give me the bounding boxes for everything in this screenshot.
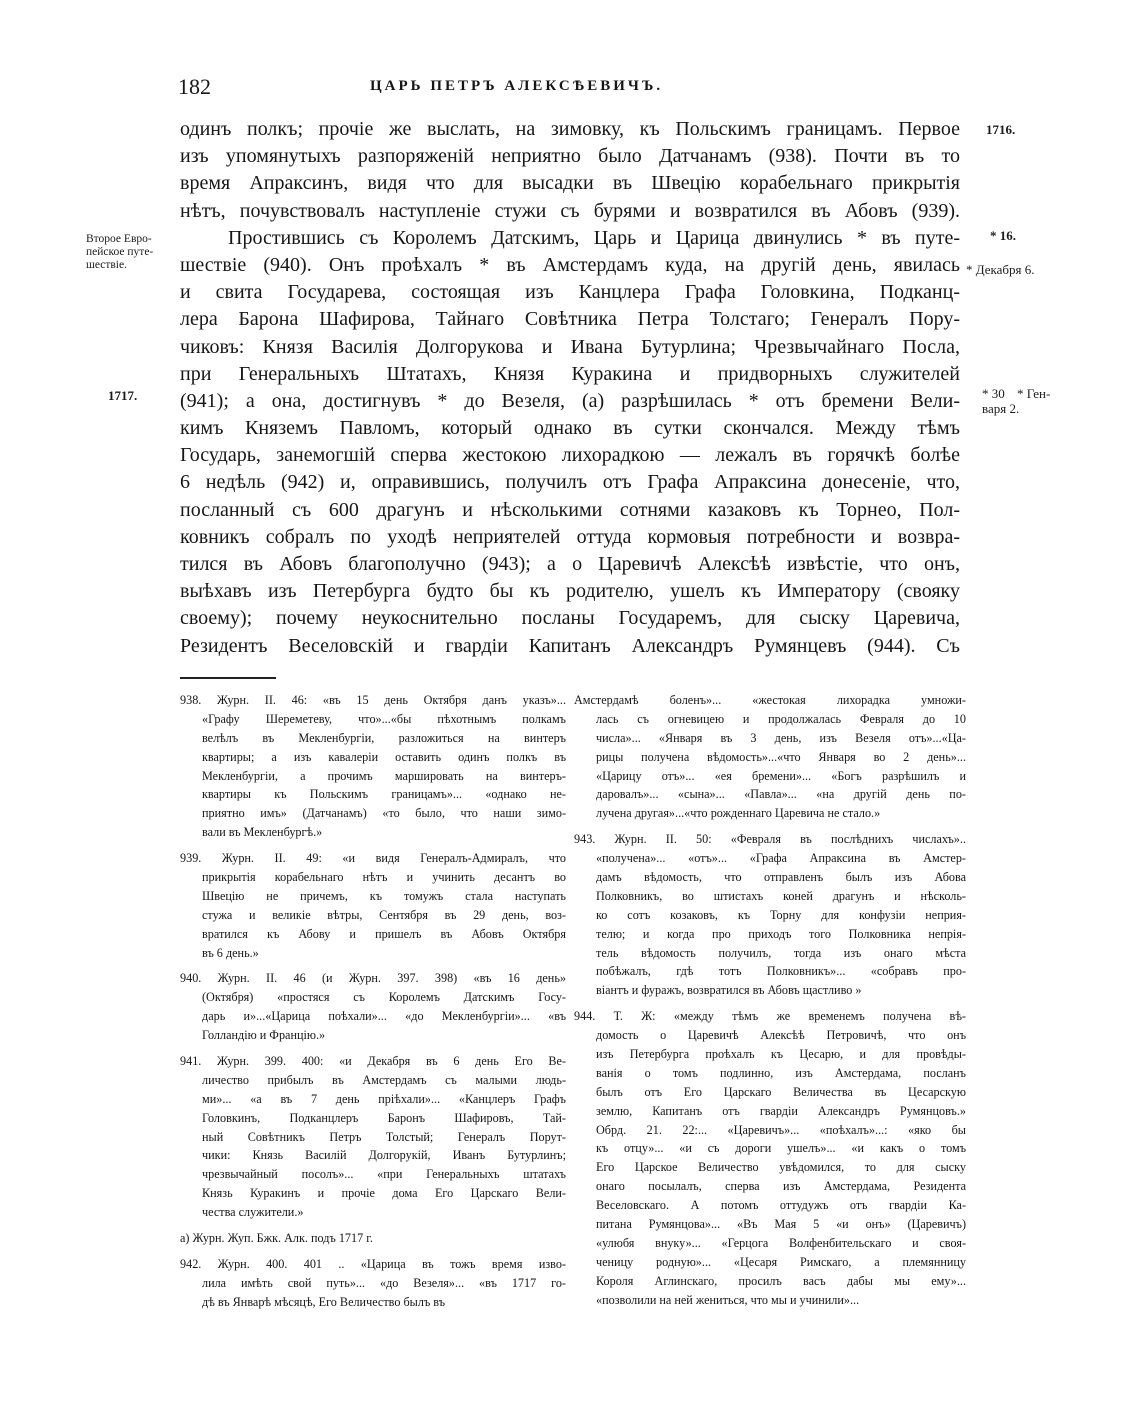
margin-date-30-line: * 30 (982, 386, 1005, 401)
footnote-line: 939. Журн. II. 49: «и видя Генералъ-Адмиралъ, что (180, 851, 566, 866)
footnote (180, 849, 566, 962)
footnote-line: домость о Царевичѣ Алексѣѣ Петровичѣ, что онъ (596, 1028, 966, 1043)
margin-note-left (86, 233, 153, 272)
footnote-line: рицы получена вѣдомость»...«что Января во 2 день»... (596, 749, 966, 764)
footnote-line: къ отцу»... «и съ дороги ушелъ»... «и какъ о томъ (596, 1141, 966, 1156)
margin-note-line: шествіе. (86, 259, 127, 271)
footnote-line: тель вѣдомость получилъ, тогда изъ онаго мѣста (596, 945, 966, 960)
margin-year-right: 1716. (986, 122, 1016, 137)
footnote (574, 830, 966, 1000)
footnote-line: прикрытія корабельнаго нѣтъ и учинить десантъ во (202, 870, 566, 885)
footnote (180, 1052, 566, 1222)
footnote-line: квартиры къ Польскимъ границамъ»... «однако не- (202, 787, 566, 802)
main-text-line: и свита Государева, состоящая изъ Канцлера Графа Головкина, Подканц- (180, 281, 960, 304)
footnote-line: изъ Петербурга проѣхалъ къ Цесарю, и для провѣды- (596, 1047, 966, 1062)
margin-date-30 (982, 386, 1019, 416)
main-text-line: кимъ Княземъ Павломъ, который однако въ сутки скончался. Между тѣмъ (180, 417, 960, 440)
margin-date-january: * Ген- (1017, 386, 1051, 401)
main-text-line: ковникъ собралъ по уходѣ неприятелей оттуда кормовыя потребности и возвра- (180, 525, 960, 548)
page-header (178, 74, 768, 104)
footnote-gap (574, 823, 966, 830)
footnote (574, 691, 966, 823)
main-text-line: чиковъ: Князя Василія Долгорукова и Ивана Бутурлина; Чрезвычайнаго Посла, (180, 335, 960, 358)
footnote-line: Полковникъ, во штистахъ коней драгунъ и нѣсколь- (596, 888, 966, 903)
footnote (180, 1229, 566, 1248)
footnote-line: Голландію и Францію.» (202, 1028, 326, 1043)
footnote-line: ми»... «а въ 7 день пріѣхали»... «Канцлеръ Графъ (202, 1091, 566, 1106)
footnote-line: 940. Журн. II. 46 (и Журн. 397. 398) «въ 16 день» (180, 971, 566, 986)
footnote-line: побѣжалъ, гдѣ тотъ Полковникъ»... «собравъ про- (596, 964, 966, 979)
footnote-line: «Графу Шереметеву, что»...«бы пѣхотнымъ полкамъ (202, 711, 566, 726)
footnote-line: Амстердамѣ боленъ»... «жестокая лихорадка умножи- (574, 693, 966, 707)
footnote-line: вали въ Мекленбургѣ.» (202, 825, 323, 840)
margin-date-december: * Декабря 6. (966, 262, 1035, 277)
main-text-block (180, 116, 960, 660)
footnote-line: онаго посылалъ, сперва изъ Амстердама, Резидента (596, 1179, 966, 1194)
footnote-line: стужа и великіе вѣтры, Сентября въ 29 день, воз- (202, 907, 566, 922)
main-text-line: посланный съ 600 драгунъ и нѣсколькими сотнями казаковъ къ Торнео, Пол- (180, 498, 960, 521)
footnote-line: (Октября) «простяся съ Королемъ Датскимъ Госу- (202, 990, 566, 1005)
footnote-line: лась съ огневицею и продолжалась Февраля до 10 (596, 711, 966, 726)
main-text-line: выѣхавъ изъ Петербурга будто бы къ родителю, ушелъ къ Императору (свояку (180, 580, 960, 603)
main-text-line: 6 недѣль (942) и, оправившись, получилъ отъ Графа Апраксина донесеніе, что, (180, 471, 960, 494)
main-text-line: лера Барона Шафирова, Тайнаго Совѣтника Петра Толстаго; Генералъ Пору- (180, 308, 960, 331)
footnote-line: дарь и»...«Царица поѣхали»... «до Мекленбургіи»... «въ (202, 1009, 566, 1024)
footnote-line: телю; и когда про приходъ того Полковника непрія- (596, 926, 966, 941)
footnote (180, 691, 566, 842)
footnote-line: 938. Журн. II. 46: «въ 15 день Октября данъ указъ»... (180, 693, 566, 707)
main-text-line: Резидентъ Веселовскій и гвардіи Капитанъ Александръ Румянцевъ (944). Съ (180, 634, 960, 657)
main-text-line: нѣтъ, почувствовалъ наступленіе стужи съ бурями и возвратился въ Абовъ (939). (180, 199, 960, 222)
footnote (180, 1255, 566, 1312)
footnote-line: землю, Капитанъ отъ гвардіи Александръ Румянцовъ.» (596, 1103, 966, 1118)
footnote-line: Головкинъ, Подканцлеръ Баронъ Шафировъ, Тай- (202, 1110, 566, 1125)
main-text-line: (941); а она, достигнувъ * до Везеля, (а) разрѣшилась * отъ бремени Вели- (180, 389, 960, 412)
footnote-line: ванія о томъ подлинно, изъ Амстердама, посланъ (596, 1065, 966, 1080)
margin-date-16: * 16. (990, 228, 1016, 243)
footnote-line: вратился къ Абову и пришелъ въ Абовъ Октября (202, 926, 566, 941)
main-text-line: шествіе (940). Онъ проѣхалъ * въ Амстердамъ куда, на другій день, явилась (180, 253, 960, 276)
running-title: ЦАРЬ ПЕТРЪ АЛЕКСѢЕВИЧЪ. (370, 78, 664, 94)
footnotes-right-column (574, 691, 966, 1310)
main-text-line: изъ упомянутыхъ разпоряженій неприятно было Датчанамъ (938). Почти въ то (180, 145, 960, 168)
footnote-line: чества служители.» (202, 1205, 304, 1220)
footnote-line: чики: Князь Василій Долгорукій, Иванъ Бутурлинъ; (202, 1148, 566, 1163)
main-text-line: одинъ полкъ; прочіе же выслать, на зимовку, къ Польскимъ границамъ. Первое (180, 118, 960, 140)
footnote-line: Веселовскаго. А потомъ оттудужъ отъ гвардіи Ка- (596, 1198, 966, 1213)
footnote-gap (180, 1222, 566, 1229)
footnote-line: 944. Т. Ж: «между тѣмъ же временемъ получена вѣ- (574, 1009, 966, 1024)
footnote-line: личество прибылъ въ Амстердамъ съ малыми людь- (202, 1072, 566, 1087)
footnote-line: 941. Журн. 399. 400: «и Декабря въ 6 день Его Ве- (180, 1054, 566, 1069)
footnote-gap (180, 1045, 566, 1052)
footnote (180, 969, 566, 1045)
main-text-line: тился въ Абовъ благополучно (943); а о Царевичѣ Алексѣѣ извѣстіе, что онъ, (180, 553, 960, 575)
margin-note-line: Второе Евро- (86, 233, 152, 245)
footnote-divider (180, 677, 276, 679)
footnote-line: питана Румянцова»... «Въ Мая 5 «и онъ» (Царевичъ) (596, 1217, 966, 1232)
footnote-line: приятно имъ» (Датчанамъ) «то было, что наши зимо- (202, 806, 566, 821)
footnote-line: віантъ и фуражъ, возвратился въ Абовъ щастливо » (596, 983, 862, 998)
main-text-line: при Генеральныхъ Штатахъ, Князя Куракина и придворныхъ служителей (180, 362, 960, 385)
footnote-gap (180, 842, 566, 849)
footnote-line: былъ отъ Его Царскаго Величества въ Цесарскую (596, 1084, 966, 1099)
footnote-line: Его Царское Величество увѣдомился, то для сыску (596, 1160, 966, 1175)
footnote-gap (180, 962, 566, 969)
footnote-line: Обрд. 21. 22:... «Царевичъ»... «поѣхалъ»...: «яко бы (596, 1122, 966, 1137)
footnote-line: даровалъ»... «сына»... «Павла»... «на другій день по- (596, 787, 966, 802)
footnote-line: Короля Аглинскаго, просилъ васъ дабы мы ему»... (596, 1273, 966, 1288)
footnote-line: «получена»... «отъ»... «Графа Апраксина въ Амстер- (596, 851, 966, 866)
main-text-line: Простившись съ Королемъ Датскимъ, Царь и Царица двинулись * въ путе- (228, 226, 960, 249)
margin-year-left: 1717. (108, 388, 138, 403)
footnote-line: велѣлъ въ Мекленбургіи, разложиться на винтеръ (202, 730, 566, 745)
footnote-line: Швецію не причемъ, къ томужъ стала наступать (202, 888, 566, 903)
page-number: 182 (178, 74, 211, 99)
footnote-line: ный Совѣтникъ Петръ Толстый; Генералъ Порут- (202, 1129, 566, 1144)
footnotes-left-column (180, 691, 566, 1312)
margin-note-line: пейское путе- (86, 246, 154, 258)
footnote-line: дѣ въ Январѣ мѣсяцѣ, Его Величество былъ въ (202, 1294, 446, 1309)
footnote-line: «улюбя внуку»... «Герцога Волфенбительскаго и своя- (596, 1235, 966, 1250)
footnote-line: ченицу родную»... «Цесаря Римскаго, а племянницу (596, 1254, 966, 1269)
footnote-line: лучена другая»...«что рожденнаго Царевича не стало.» (596, 806, 881, 821)
footnote-line: квартиры; а изъ кавалеріи оставить одинъ полкъ въ (202, 749, 566, 764)
footnote (574, 1007, 966, 1309)
margin-date-30-line: варя 2. (982, 401, 1020, 416)
footnote-line: въ 6 день.» (202, 945, 259, 960)
footnote-line: 943. Журн. II. 50: «Февраля въ послѣднихъ числахъ».. (574, 832, 966, 847)
footnote-line: 942. Журн. 400. 401 .. «Царица въ тожъ время изво- (180, 1256, 566, 1271)
footnote-line: а) Журн. Жуп. Бжк. Алк. подъ 1717 г. (180, 1231, 373, 1246)
main-text-line: время Апраксинъ, видя что для высадки въ Швецію корабельнаго прикрытія (180, 172, 960, 195)
footnote-line: «позволили на ней жениться, что мы и учинили»... (596, 1292, 860, 1307)
main-text-line: своему); почему неукоснительно посланы Государемъ, для сыску Царевича, (180, 607, 960, 630)
footnote-line: ко сотъ козаковъ, къ Торну для конфузіи неприя- (596, 907, 966, 922)
footnote-line: Князь Куракинъ и прочіе дома Его Царскаго Вели- (202, 1186, 566, 1201)
footnote-gap (180, 1248, 566, 1255)
main-text-line: Государь, занемогшій сперва жестокою лихорадкою — лежалъ въ горячкѣ болѣе (180, 444, 960, 467)
footnote-line: лила имѣть свой путь»... «до Везеля»... «въ 1717 го- (202, 1275, 566, 1290)
footnote-line: «Царицу отъ»... «ея бремени»... «Богъ разрѣшилъ и (596, 768, 966, 783)
footnote-line: Мекленбургіи, а прочимъ маршировать на винтеръ- (202, 768, 566, 783)
footnote-gap (574, 1000, 966, 1007)
footnote-line: чрезвычайный посолъ»... «при Генеральныхъ штатахъ (202, 1167, 566, 1182)
footnote-line: числа»... «Января въ 3 день, изъ Везеля отъ»...«Ца- (596, 730, 966, 745)
footnote-line: дамъ вѣдомость, что отправленъ былъ изъ Абова (596, 870, 966, 885)
